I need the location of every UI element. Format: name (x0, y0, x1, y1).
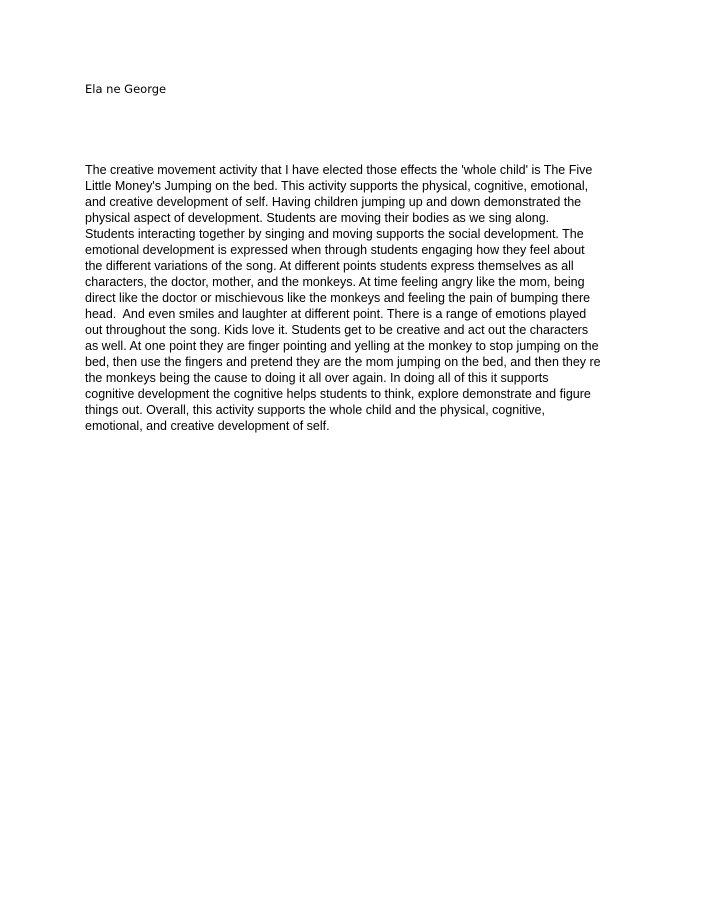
essay-paragraph (85, 162, 645, 434)
paragraph-line: emotional development is expressed when through students engaging how they feel about (85, 243, 585, 257)
paragraph-line: and creative development of self. Having children jumping up and down demonstrated the (85, 195, 582, 209)
paragraph-line: characters, the doctor, mother, and the monkeys. At time feeling angry like the mom, being (85, 275, 585, 289)
paragraph-line: head. And even smiles and laughter at different point. There is a range of emotions played (85, 307, 587, 321)
author-name: Ela ne George (85, 82, 167, 96)
paragraph-line: the different variations of the song. At different points students express themselves as all (85, 259, 574, 273)
paragraph-line: Little Money's Jumping on the bed. This activity supports the physical, cognitive, emotional, (85, 179, 589, 193)
paragraph-line: the monkeys being the cause to doing it all over again. In doing all of this it supports (85, 371, 549, 385)
paragraph-line: out throughout the song. Kids love it. Students get to be creative and act out the characters (85, 323, 589, 337)
paragraph-line: The creative movement activity that I have elected those effects the 'whole child' is The Five (85, 163, 593, 177)
paragraph-line: as well. At one point they are finger pointing and yelling at the monkey to stop jumping on the (85, 339, 599, 353)
paragraph-line: cognitive development the cognitive helps students to think, explore demonstrate and figure (85, 387, 591, 401)
paragraph-line: direct like the doctor or mischievous like the monkeys and feeling the pain of bumping there (85, 291, 591, 305)
paragraph-line: physical aspect of development. Students are moving their bodies as we sing along. (85, 211, 550, 225)
paragraph-line: bed, then use the fingers and pretend they are the mom jumping on the bed, and then they re (85, 355, 601, 369)
paragraph-line: things out. Overall, this activity supports the whole child and the physical, cognitive, (85, 403, 545, 417)
paragraph-line: emotional, and creative development of self. (85, 419, 330, 433)
paragraph-line: Students interacting together by singing and moving supports the social development. The (85, 227, 584, 241)
